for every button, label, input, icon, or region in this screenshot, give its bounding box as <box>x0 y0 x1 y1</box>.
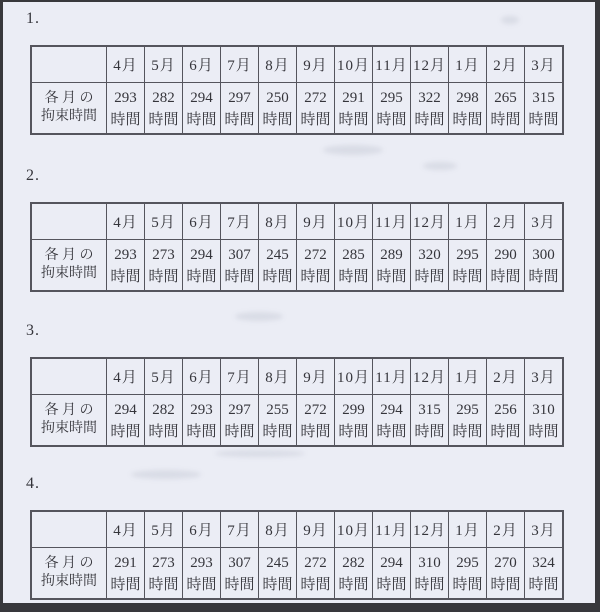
row-label-cell <box>31 394 107 446</box>
hours-cell <box>297 239 335 291</box>
month-header-cell: 6月 <box>183 203 221 239</box>
blank-header-cell <box>31 203 107 239</box>
hours-value: 272 <box>304 246 327 263</box>
hours-cell <box>259 239 297 291</box>
month-header-cell: 7月 <box>221 203 259 239</box>
month-header-cell: 12月 <box>411 358 449 394</box>
month-header-cell: 1月 <box>449 46 487 82</box>
blank-header-cell <box>31 511 107 547</box>
month-header-cell: 4月 <box>107 46 145 82</box>
hours-value: 297 <box>228 401 251 418</box>
hours-cell <box>145 547 183 599</box>
hours-cell <box>487 547 525 599</box>
hours-value: 310 <box>418 554 441 571</box>
hours-value: 245 <box>266 554 289 571</box>
row-label-line1: 各 月 の <box>44 247 94 263</box>
month-header-cell: 6月 <box>183 46 221 82</box>
hours-unit: 時間 <box>224 111 255 128</box>
month-header-cell: 2月 <box>487 46 525 82</box>
hours-unit: 時間 <box>528 423 559 440</box>
hours-cell <box>525 394 564 446</box>
hours-cell <box>335 239 373 291</box>
hours-cell <box>183 239 221 291</box>
section-number: 2. <box>26 167 40 184</box>
hours-cell <box>449 547 487 599</box>
table-header-row <box>31 358 563 394</box>
hours-unit: 時間 <box>110 423 141 440</box>
hours-cell <box>525 547 564 599</box>
hours-unit: 時間 <box>414 111 445 128</box>
hours-cell <box>335 82 373 134</box>
hours-cell <box>221 239 259 291</box>
hours-value: 270 <box>494 554 517 571</box>
hours-unit: 時間 <box>262 111 293 128</box>
month-header-cell: 11月 <box>373 203 411 239</box>
hours-cell <box>183 82 221 134</box>
hours-value: 285 <box>342 246 365 263</box>
month-header-cell: 5月 <box>145 511 183 547</box>
hours-cell <box>525 239 564 291</box>
month-header-cell: 5月 <box>145 203 183 239</box>
hours-value: 273 <box>152 554 175 571</box>
hours-value: 307 <box>228 554 251 571</box>
hours-cell <box>487 82 525 134</box>
month-header-cell: 6月 <box>183 358 221 394</box>
table-data-row <box>31 547 563 599</box>
scanned-document-page <box>3 2 595 603</box>
monthly-hours-table <box>30 202 564 292</box>
hours-cell <box>107 82 145 134</box>
row-label-cell <box>31 239 107 291</box>
hours-unit: 時間 <box>490 576 521 593</box>
hours-value: 290 <box>494 246 517 263</box>
hours-unit: 時間 <box>414 423 445 440</box>
hours-value: 307 <box>228 246 251 263</box>
table-header-row <box>31 46 563 82</box>
hours-cell <box>145 239 183 291</box>
hours-unit: 時間 <box>452 576 483 593</box>
hours-unit: 時間 <box>300 576 331 593</box>
hours-value: 272 <box>304 89 327 106</box>
hours-cell <box>297 394 335 446</box>
hours-value: 294 <box>190 246 213 263</box>
hours-cell <box>297 82 335 134</box>
hours-value: 294 <box>380 401 403 418</box>
hours-unit: 時間 <box>490 268 521 285</box>
hours-cell <box>183 394 221 446</box>
section-number: 1. <box>26 10 40 27</box>
hours-value: 256 <box>494 401 517 418</box>
hours-cell <box>259 547 297 599</box>
section-number: 3. <box>26 322 40 339</box>
hours-cell <box>107 239 145 291</box>
row-label-line2: 拘束時間 <box>41 420 97 436</box>
table-section-3 <box>3 320 595 447</box>
month-header-cell: 4月 <box>107 511 145 547</box>
hours-unit: 時間 <box>376 423 407 440</box>
hours-cell <box>449 239 487 291</box>
section-number: 4. <box>26 475 40 492</box>
hours-cell <box>183 547 221 599</box>
blank-header-cell <box>31 358 107 394</box>
hours-value: 295 <box>456 554 479 571</box>
hours-value: 291 <box>114 554 137 571</box>
hours-unit: 時間 <box>148 268 179 285</box>
month-header-cell: 3月 <box>525 46 564 82</box>
hours-value: 294 <box>114 401 137 418</box>
hours-unit: 時間 <box>262 268 293 285</box>
hours-unit: 時間 <box>452 423 483 440</box>
month-header-cell: 5月 <box>145 358 183 394</box>
hours-value: 293 <box>114 89 137 106</box>
hours-unit: 時間 <box>224 423 255 440</box>
row-label-cell <box>31 547 107 599</box>
hours-cell <box>373 394 411 446</box>
sections-container <box>3 2 595 603</box>
monthly-hours-table <box>30 45 564 135</box>
table-data-row <box>31 239 563 291</box>
hours-value: 293 <box>190 554 213 571</box>
hours-value: 295 <box>456 401 479 418</box>
month-header-cell: 10月 <box>335 358 373 394</box>
hours-unit: 時間 <box>300 111 331 128</box>
hours-value: 295 <box>380 89 403 106</box>
hours-cell <box>221 394 259 446</box>
hours-value: 315 <box>532 89 555 106</box>
table-data-row <box>31 82 563 134</box>
hours-value: 250 <box>266 89 289 106</box>
table-section-2 <box>3 165 595 292</box>
hours-unit: 時間 <box>224 576 255 593</box>
hours-cell <box>335 394 373 446</box>
hours-unit: 時間 <box>528 111 559 128</box>
row-label-line2: 拘束時間 <box>41 265 97 281</box>
hours-value: 299 <box>342 401 365 418</box>
hours-cell <box>259 394 297 446</box>
row-label-line2: 拘束時間 <box>41 573 97 589</box>
hours-unit: 時間 <box>528 576 559 593</box>
monthly-hours-table <box>30 510 564 600</box>
hours-unit: 時間 <box>186 423 217 440</box>
hours-cell <box>411 239 449 291</box>
hours-cell <box>107 394 145 446</box>
hours-unit: 時間 <box>452 268 483 285</box>
month-header-cell: 9月 <box>297 358 335 394</box>
hours-unit: 時間 <box>186 576 217 593</box>
hours-value: 273 <box>152 246 175 263</box>
row-label-line2: 拘束時間 <box>41 108 97 124</box>
month-header-cell: 10月 <box>335 203 373 239</box>
hours-unit: 時間 <box>148 423 179 440</box>
hours-value: 282 <box>342 554 365 571</box>
row-label-line1: 各 月 の <box>44 90 94 106</box>
month-header-cell: 1月 <box>449 358 487 394</box>
hours-unit: 時間 <box>414 576 445 593</box>
month-header-cell: 10月 <box>335 46 373 82</box>
hours-cell <box>107 547 145 599</box>
hours-unit: 時間 <box>490 423 521 440</box>
hours-cell <box>335 547 373 599</box>
month-header-cell: 9月 <box>297 511 335 547</box>
hours-cell <box>373 239 411 291</box>
hours-unit: 時間 <box>262 576 293 593</box>
hours-cell <box>145 82 183 134</box>
hours-unit: 時間 <box>186 111 217 128</box>
month-header-cell: 11月 <box>373 511 411 547</box>
month-header-cell: 12月 <box>411 511 449 547</box>
hours-cell <box>449 394 487 446</box>
month-header-cell: 12月 <box>411 46 449 82</box>
hours-value: 272 <box>304 401 327 418</box>
hours-value: 315 <box>418 401 441 418</box>
hours-unit: 時間 <box>110 576 141 593</box>
month-header-cell: 10月 <box>335 511 373 547</box>
hours-cell <box>373 82 411 134</box>
hours-unit: 時間 <box>338 111 369 128</box>
month-header-cell: 8月 <box>259 46 297 82</box>
month-header-cell: 4月 <box>107 203 145 239</box>
hours-value: 265 <box>494 89 517 106</box>
hours-unit: 時間 <box>338 576 369 593</box>
hours-unit: 時間 <box>376 576 407 593</box>
hours-value: 310 <box>532 401 555 418</box>
hours-cell <box>145 394 183 446</box>
hours-value: 300 <box>532 246 555 263</box>
hours-value: 294 <box>190 89 213 106</box>
hours-unit: 時間 <box>528 268 559 285</box>
month-header-cell: 11月 <box>373 358 411 394</box>
hours-value: 295 <box>456 246 479 263</box>
hours-unit: 時間 <box>490 111 521 128</box>
month-header-cell: 2月 <box>487 358 525 394</box>
hours-value: 289 <box>380 246 403 263</box>
hours-unit: 時間 <box>376 268 407 285</box>
hours-value: 293 <box>190 401 213 418</box>
hours-cell <box>411 394 449 446</box>
hours-cell <box>525 82 564 134</box>
hours-value: 272 <box>304 554 327 571</box>
hours-unit: 時間 <box>376 111 407 128</box>
month-header-cell: 9月 <box>297 203 335 239</box>
month-header-cell: 3月 <box>525 358 564 394</box>
hours-value: 245 <box>266 246 289 263</box>
row-label-cell <box>31 82 107 134</box>
row-label-line1: 各 月 の <box>44 402 94 418</box>
table-header-row <box>31 203 563 239</box>
hours-unit: 時間 <box>110 111 141 128</box>
hours-value: 297 <box>228 89 251 106</box>
hours-unit: 時間 <box>414 268 445 285</box>
hours-cell <box>411 547 449 599</box>
hours-unit: 時間 <box>262 423 293 440</box>
month-header-cell: 8月 <box>259 511 297 547</box>
month-header-cell: 7月 <box>221 46 259 82</box>
hours-value: 282 <box>152 401 175 418</box>
month-header-cell: 2月 <box>487 203 525 239</box>
hours-cell <box>411 82 449 134</box>
month-header-cell: 12月 <box>411 203 449 239</box>
hours-unit: 時間 <box>338 268 369 285</box>
month-header-cell: 9月 <box>297 46 335 82</box>
blank-header-cell <box>31 46 107 82</box>
month-header-cell: 6月 <box>183 511 221 547</box>
month-header-cell: 8月 <box>259 358 297 394</box>
hours-cell <box>487 394 525 446</box>
hours-value: 291 <box>342 89 365 106</box>
hours-value: 320 <box>418 246 441 263</box>
hours-unit: 時間 <box>148 576 179 593</box>
hours-unit: 時間 <box>300 423 331 440</box>
month-header-cell: 3月 <box>525 203 564 239</box>
hours-unit: 時間 <box>224 268 255 285</box>
hours-cell <box>221 547 259 599</box>
table-section-1 <box>3 8 595 135</box>
hours-unit: 時間 <box>148 111 179 128</box>
month-header-cell: 5月 <box>145 46 183 82</box>
hours-unit: 時間 <box>110 268 141 285</box>
monthly-hours-table <box>30 357 564 447</box>
table-data-row <box>31 394 563 446</box>
table-header-row <box>31 511 563 547</box>
month-header-cell: 11月 <box>373 46 411 82</box>
hours-unit: 時間 <box>186 268 217 285</box>
hours-cell <box>487 239 525 291</box>
hours-cell <box>259 82 297 134</box>
hours-value: 294 <box>380 554 403 571</box>
month-header-cell: 7月 <box>221 511 259 547</box>
hours-cell <box>221 82 259 134</box>
month-header-cell: 4月 <box>107 358 145 394</box>
table-section-4 <box>3 473 595 600</box>
hours-cell <box>373 547 411 599</box>
hours-cell <box>297 547 335 599</box>
row-label-line1: 各 月 の <box>44 555 94 571</box>
hours-unit: 時間 <box>452 111 483 128</box>
hours-value: 293 <box>114 246 137 263</box>
hours-cell <box>449 82 487 134</box>
month-header-cell: 8月 <box>259 203 297 239</box>
hours-value: 255 <box>266 401 289 418</box>
hours-unit: 時間 <box>300 268 331 285</box>
hours-value: 324 <box>532 554 555 571</box>
hours-value: 298 <box>456 89 479 106</box>
month-header-cell: 1月 <box>449 511 487 547</box>
month-header-cell: 7月 <box>221 358 259 394</box>
month-header-cell: 3月 <box>525 511 564 547</box>
month-header-cell: 2月 <box>487 511 525 547</box>
month-header-cell: 1月 <box>449 203 487 239</box>
hours-value: 322 <box>418 89 441 106</box>
hours-unit: 時間 <box>338 423 369 440</box>
hours-value: 282 <box>152 89 175 106</box>
